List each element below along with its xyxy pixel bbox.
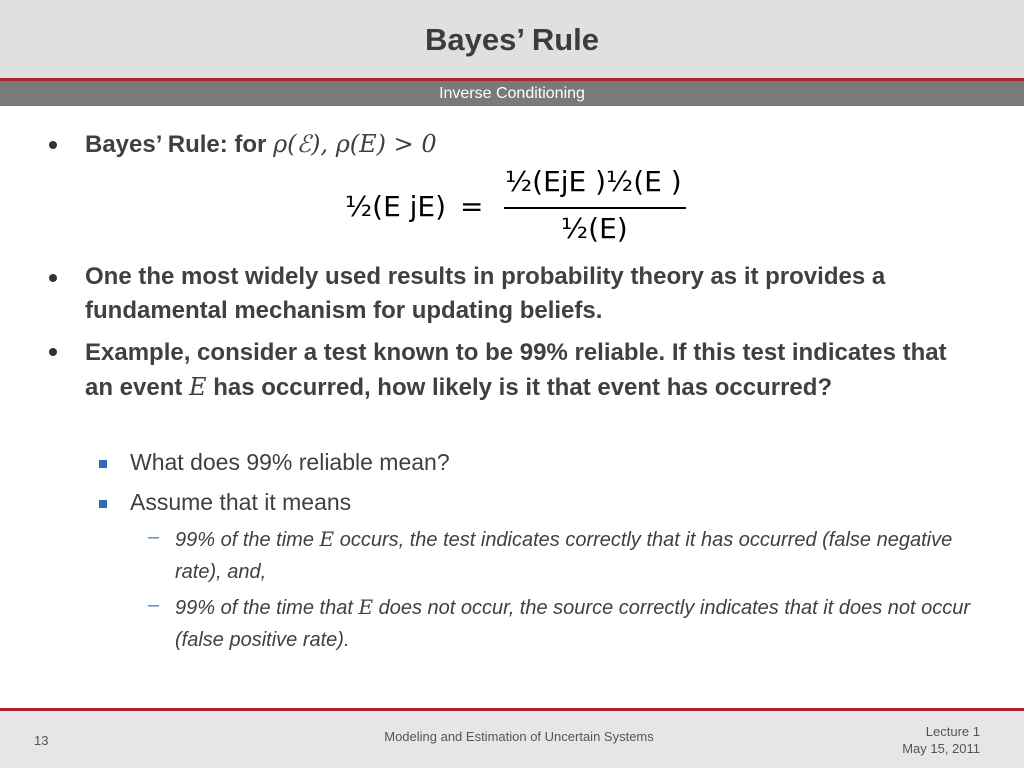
page-number: 13 bbox=[34, 733, 49, 748]
slide-title: Bayes’ Rule bbox=[424, 22, 600, 57]
lecture-label: Lecture 1 bbox=[925, 724, 980, 739]
dash-icon: – bbox=[148, 594, 160, 616]
sub-bullet-icon bbox=[99, 460, 107, 468]
sub-sub-after: does not occur, the source correctly indicates that it does not occur (false positive rate). bbox=[175, 597, 971, 651]
course-title: Modeling and Estimation of Uncertain Systems bbox=[384, 729, 654, 744]
lecture-info bbox=[902, 723, 980, 757]
bullet-icon bbox=[49, 141, 57, 149]
lecture-date: May 15, 2011 bbox=[902, 741, 980, 756]
sub-bullet-assume: Assume that it means bbox=[130, 489, 352, 515]
sub-bullet-icon bbox=[99, 500, 107, 508]
sub-sub-before: 99% of the time bbox=[175, 529, 320, 551]
bullet-icon bbox=[49, 348, 57, 356]
bullet-widely-used: One the most widely used results in probability theory as it provides a fundamental mechanism for updating beliefs. bbox=[85, 263, 886, 324]
bullet-example-before: Example, consider a test known to be 99% reliable. If this test indicates that an event bbox=[85, 339, 947, 401]
bullet-condition: ρ(ℰ), ρ(E) > 0 bbox=[273, 130, 437, 158]
sub-sub-after: occurs, the test indicates correctly that it has occurred (false negative rate), and, bbox=[175, 529, 953, 583]
bullet-example-after: has occurred, how likely is it that event has occurred? bbox=[206, 374, 833, 401]
sub-sub-var: E bbox=[319, 527, 335, 551]
bullet-icon bbox=[49, 274, 57, 282]
dash-icon: – bbox=[148, 526, 160, 548]
equation-equals: = bbox=[460, 190, 484, 223]
bullet-example-var: E bbox=[189, 373, 207, 401]
sub-sub-bullet-false-positive bbox=[175, 591, 975, 656]
equation-numerator: ½(EjE )½(E ) bbox=[505, 165, 682, 198]
equation-denominator: ½(E) bbox=[561, 212, 628, 245]
sub-sub-bullet-false-negative bbox=[175, 523, 975, 588]
sub-bullet-reliable: What does 99% reliable mean? bbox=[130, 449, 450, 475]
fraction-bar bbox=[504, 207, 686, 209]
sub-sub-var: E bbox=[358, 595, 374, 619]
bullet-example bbox=[85, 336, 965, 405]
sub-sub-before: 99% of the time that bbox=[175, 597, 359, 619]
slide-subtitle: Inverse Conditioning bbox=[0, 81, 1024, 106]
bullet-bayes-rule bbox=[85, 127, 965, 162]
equation-lhs: ½(E jE) bbox=[345, 190, 447, 223]
bullet-label: Bayes’ Rule: for bbox=[85, 131, 274, 158]
